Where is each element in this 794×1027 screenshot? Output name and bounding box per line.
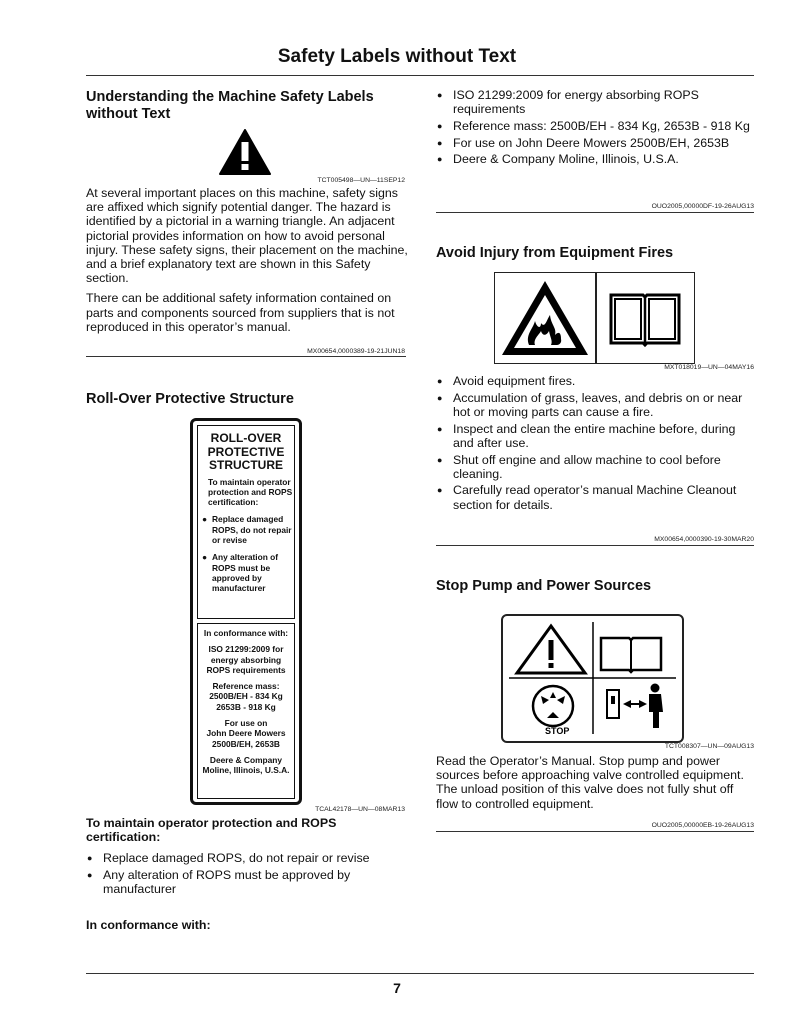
fires-bullet: ● Accumulation of grass, leaves, and debris on or near hot or moving parts can cause a fire. — [436, 391, 758, 419]
fire-safety-label — [494, 272, 695, 364]
fires-bullet: ● Inspect and clean the entire machine before, during and after use. — [436, 422, 758, 450]
rops-label-use-title: For use on — [224, 718, 268, 729]
rops-label-use-1: John Deere Mowers — [206, 728, 286, 739]
pump-rule — [436, 831, 754, 832]
fires-bullet: ● Avoid equipment fires. — [436, 374, 758, 388]
fires-bullet: ● Shut off engine and allow machine to cool before cleaning. — [436, 453, 758, 481]
understanding-doc-ref: MX00654,0000389-19-21JUN18 — [307, 348, 405, 355]
rops-bullet: ● Replace damaged ROPS, do not repair or revise — [86, 851, 406, 865]
rops-label-mass-1: 2500B/EH - 834 Kg — [209, 691, 283, 702]
rops-cont-bullet: ● ISO 21299:2009 for energy absorbing ROPS requirements — [436, 88, 756, 116]
pump-para: Read the Operator’s Manual. Stop pump and power sources before approaching valve controlled equipment. The unload position of this valve does not fully shut off flow to controlled equipment. — [436, 754, 744, 811]
rops-figure-ref: TCAL42178—UN—08MAR13 — [315, 806, 405, 813]
rops-label-title-1: ROLL-OVER — [210, 431, 282, 445]
rops-cont-rule — [436, 212, 754, 213]
fire-hazard-icon — [495, 273, 595, 363]
rops-cont-bullet: ● Reference mass: 2500B/EH - 834 Kg, 2653B - 918 Kg — [436, 119, 756, 133]
understanding-body — [86, 186, 408, 340]
understanding-heading: Understanding the Machine Safety Labels without Text — [86, 89, 374, 122]
rops-cont-bullets — [436, 88, 756, 169]
fires-heading: Avoid Injury from Equipment Fires — [436, 245, 674, 261]
rops-label-mass-2: 2653B - 918 Kg — [216, 701, 276, 712]
rops-label-maintain: To maintain operator protection and ROPS certification: — [208, 476, 293, 508]
rops-label-bullet-2-text: Any alteration of ROPS must be approved by manufacturer — [212, 552, 279, 594]
fires-doc-ref: MX00654,0000390-19-30MAR20 — [654, 536, 754, 543]
rops-label-use-2: 2500B/EH, 2653B — [212, 738, 280, 749]
fires-bullets — [436, 374, 758, 514]
stop-text: STOP — [545, 726, 570, 736]
page-title: Safety Labels without Text — [277, 46, 517, 67]
fires-figure-ref: MXT018019—UN—04MAY16 — [664, 364, 754, 371]
rops-subheading: To maintain operator protection and ROPS certification: — [86, 816, 337, 845]
rops-cont-bullet: ● For use on John Deere Mowers 2500B/EH, 2653B — [436, 136, 756, 150]
rops-label-mass-title: Reference mass: — [212, 681, 280, 692]
rops-label-title-2: PROTECTIVE — [207, 444, 285, 459]
stop-pump-pictorial — [503, 616, 682, 741]
fires-rule — [436, 545, 754, 546]
pump-figure-ref: TCT008307—UN—09AUG13 — [664, 743, 754, 750]
rops-label-company-1: Deere & Company — [209, 754, 283, 765]
understanding-rule — [86, 356, 406, 357]
rops-heading: Roll-Over Protective Structure — [86, 391, 294, 407]
warning-triangle-icon — [218, 128, 272, 176]
rops-bullets — [86, 851, 406, 899]
rops-label-bullet-1-text: Replace damaged ROPS, do not repair or revise — [212, 514, 292, 545]
rops-doc-ref: OUO2005,00000DF-19-26AUG13 — [651, 203, 754, 210]
rops-label-title-3: STRUCTURE — [209, 458, 283, 472]
rops-label-conformance: In conformance with: — [203, 628, 289, 638]
stop-pump-label — [501, 614, 684, 743]
pump-doc-ref: OUO2005,00000EB-19-26AUG13 — [651, 822, 754, 829]
rops-bullet: ● Any alteration of ROPS must be approved by manufacturer — [86, 868, 406, 896]
rops-label — [190, 418, 302, 805]
fires-bullet: ● Carefully read operator’s manual Machine Cleanout section for details. — [436, 483, 758, 511]
understanding-figure-ref: TCT005498—UN—11SEP12 — [317, 177, 405, 184]
rops-label-company-2: Moline, Illinois, U.S.A. — [202, 765, 290, 776]
rops-label-bottom-section — [197, 623, 295, 799]
rops-cont-bullet: ● Deere & Company Moline, Illinois, U.S.A. — [436, 152, 756, 166]
read-manual-icon — [597, 273, 694, 363]
rops-label-top-section — [197, 425, 295, 619]
rops-label-bullet-1: ● Replace damaged ROPS, do not repair or revise — [202, 514, 292, 545]
page-number: 7 — [393, 980, 401, 996]
rops-label-bullet-2: ● Any alteration of ROPS must be approved by manufacturer — [202, 552, 279, 594]
title-rule — [86, 75, 754, 76]
understanding-para-1: At several important places on this machine, safety signs are affixed which signify potential danger. The hazard is identified by a pictorial in a warning triangle. An adjacent pictorial provides information on how to avoid personal injury. These safety signs, their placement on the machine, and a brief explanatory text are shown in this Safety section. — [86, 186, 408, 286]
rops-label-iso: ISO 21299:2009 for energy absorbing ROPS requirements — [206, 644, 286, 675]
understanding-para-2: There can be additional safety information contained on parts and components sourced from suppliers that is not reproduced in this operator’s manual. — [86, 291, 395, 334]
rops-conformance: In conformance with: — [86, 918, 211, 932]
pump-heading: Stop Pump and Power Sources — [436, 578, 652, 594]
footer-rule — [86, 973, 754, 974]
